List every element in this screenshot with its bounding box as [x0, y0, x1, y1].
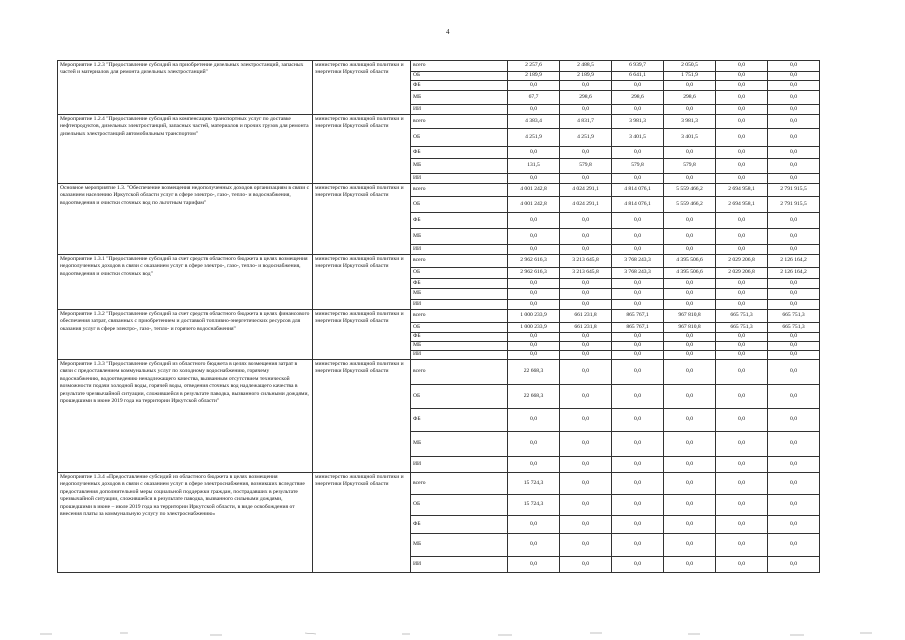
executor: министерство жилищной политики и энергетики Иркутской области [313, 61, 411, 115]
amount-cell: 0,0 [768, 385, 820, 409]
amount-cell: 0,0 [560, 279, 612, 289]
amount-cell: 0,0 [664, 557, 716, 573]
funding-source: всего [411, 255, 508, 268]
amount-cell: 0,0 [664, 245, 716, 255]
amount-cell: 4 251,9 [508, 129, 560, 147]
table-row [58, 310, 820, 323]
amount-cell: 0,0 [560, 147, 612, 159]
funding-source: МБ [411, 534, 508, 557]
amount-cell: 0,0 [664, 81, 716, 91]
amount-cell: 0,0 [664, 360, 716, 385]
amount-cell: 0,0 [612, 385, 664, 409]
funding-source: ИИ [411, 245, 508, 255]
amount-cell: 0,0 [508, 534, 560, 557]
amount-cell: 0,0 [716, 174, 768, 184]
funding-source: МБ [411, 159, 508, 174]
amount-cell: 2 189,9 [508, 72, 560, 81]
amount-cell: 5 559 466,2 [664, 184, 716, 197]
amount-cell: 0,0 [560, 229, 612, 245]
amount-cell: 0,0 [612, 279, 664, 289]
funding-source: ФБ [411, 213, 508, 229]
amount-cell: 4 395 506,6 [664, 255, 716, 268]
amount-cell: 2 791 915,5 [768, 184, 820, 197]
funding-source: ОБ [411, 72, 508, 81]
amount-cell: 0,0 [612, 229, 664, 245]
amount-cell: 3 981,3 [612, 115, 664, 129]
amount-cell: 0,0 [768, 147, 820, 159]
amount-cell: 0,0 [612, 409, 664, 432]
amount-cell: 131,5 [508, 159, 560, 174]
amount-cell: 0,0 [612, 147, 664, 159]
funding-source: ИИ [411, 300, 508, 310]
amount-cell: 4 251,9 [560, 129, 612, 147]
funding-source: ИИ [411, 105, 508, 115]
amount-cell: 0,0 [716, 159, 768, 174]
activity-name: Мероприятие 1.2.3 "Предоставление субсидий на приобретение дизельных электростанций, запасных частей и материалов для ремонта дизельных электростанций" [58, 61, 313, 115]
amount-cell: 0,0 [716, 245, 768, 255]
funding-source: МБ [411, 342, 508, 351]
funding-source: ФБ [411, 81, 508, 91]
amount-cell: 0,0 [612, 360, 664, 385]
amount-cell: 661 231,8 [560, 323, 612, 333]
table-row [58, 184, 820, 197]
amount-cell: 0,0 [560, 289, 612, 300]
amount-cell: 0,0 [612, 174, 664, 184]
amount-cell: 0,0 [716, 473, 768, 495]
funding-table [57, 60, 820, 573]
amount-cell: 0,0 [612, 213, 664, 229]
amount-cell: 0,0 [716, 105, 768, 115]
amount-cell: 67,7 [508, 91, 560, 105]
amount-cell: 0,0 [612, 245, 664, 255]
amount-cell: 0,0 [716, 213, 768, 229]
amount-cell: 4 024 291,1 [560, 184, 612, 197]
amount-cell: 0,0 [716, 229, 768, 245]
funding-source: ОБ [411, 268, 508, 279]
amount-cell: 0,0 [716, 289, 768, 300]
funding-source: МБ [411, 229, 508, 245]
page-number: 4 [446, 28, 450, 36]
amount-cell: 0,0 [768, 61, 820, 72]
amount-cell: 4 831,7 [560, 115, 612, 129]
amount-cell: 0,0 [560, 333, 612, 342]
amount-cell: 0,0 [716, 516, 768, 534]
amount-cell: 1 751,9 [664, 72, 716, 81]
amount-cell: 0,0 [768, 115, 820, 129]
amount-cell: 0,0 [508, 245, 560, 255]
amount-cell: 6 939,7 [612, 61, 664, 72]
amount-cell: 0,0 [716, 409, 768, 432]
amount-cell: 0,0 [768, 72, 820, 81]
activity-name: Мероприятие 1.3.3 "Предоставление субсидий из областного бюджета в целях возмещения затрат в связи с предоставлением коммунальных услуг по холодному водоснабжению, горячему водоснабжению, водоотведению ненадлежащего качества, вызванным отсутствием технической возможности подачи холодной воды, горячей воды, отведения сточных вод надлежащего качества в результате чрезвычайной ситуации, сложившейся в результате паводка, вызванного сильными дождями, прошедшими в июне 2019 года на территории Иркутской области" [58, 360, 313, 473]
amount-cell: 0,0 [560, 174, 612, 184]
funding-source: всего [411, 115, 508, 129]
amount-cell: 0,0 [768, 159, 820, 174]
amount-cell: 0,0 [560, 432, 612, 457]
amount-cell: 3 768 243,3 [612, 255, 664, 268]
amount-cell: 0,0 [716, 351, 768, 360]
amount-cell: 2 488,5 [560, 61, 612, 72]
amount-cell: 2 962 616,3 [508, 268, 560, 279]
amount-cell: 0,0 [612, 432, 664, 457]
amount-cell: 0,0 [508, 342, 560, 351]
amount-cell: 0,0 [664, 147, 716, 159]
amount-cell: 0,0 [560, 495, 612, 516]
executor: министерство жилищной политики и энергетики Иркутской области [313, 310, 411, 360]
amount-cell: 0,0 [664, 229, 716, 245]
amount-cell: 2 126 164,2 [768, 268, 820, 279]
amount-cell: 0,0 [664, 534, 716, 557]
amount-cell: 0,0 [612, 534, 664, 557]
amount-cell: 2 050,5 [664, 61, 716, 72]
table-row [58, 115, 820, 129]
amount-cell: 0,0 [612, 289, 664, 300]
amount-cell: 0,0 [768, 129, 820, 147]
amount-cell: 0,0 [508, 516, 560, 534]
amount-cell: 0,0 [664, 473, 716, 495]
amount-cell: 0,0 [560, 385, 612, 409]
amount-cell: 0,0 [716, 385, 768, 409]
activity-name: Мероприятие 1.3.4 «Предоставление субсидий из областного бюджета в целях возмещения недополученных доходов в связи с оказанием услуг в сфере электроснабжения, возникших вследствие предоставления дополнительной меры социальной поддержки граждан, пострадавших в результате чрезвычайной ситуации, сложившейся в результате паводка, вызванного сильными дождями, прошедшими в июне – июле 2019 года на территории Иркутской области, в виде освобождения от внесения платы за коммунальную услугу по электроснабжению» [58, 473, 313, 573]
amount-cell: 0,0 [508, 432, 560, 457]
amount-cell: 0,0 [768, 213, 820, 229]
amount-cell: 0,0 [768, 360, 820, 385]
amount-cell: 0,0 [560, 360, 612, 385]
amount-cell: 0,0 [716, 147, 768, 159]
funding-source: ФБ [411, 409, 508, 432]
amount-cell: 3 401,5 [612, 129, 664, 147]
funding-source: МБ [411, 289, 508, 300]
amount-cell: 0,0 [716, 129, 768, 147]
funding-source: МБ [411, 91, 508, 105]
activity-name: Мероприятие 1.2.4 "Предоставление субсидий на компенсацию транспортных услуг по доставке нефтепродуктов, дизельных электростанций, запасных частей, материалов и прочих грузов для ремонта дизельных электростанций автомобильным транспортом" [58, 115, 313, 184]
amount-cell: 0,0 [560, 534, 612, 557]
amount-cell: 0,0 [768, 409, 820, 432]
amount-cell: 0,0 [508, 333, 560, 342]
funding-source: ФБ [411, 279, 508, 289]
funding-source: всего [411, 61, 508, 72]
amount-cell: 967 810,8 [664, 310, 716, 323]
funding-source: всего [411, 310, 508, 323]
amount-cell: 15 724,3 [508, 495, 560, 516]
amount-cell: 0,0 [768, 432, 820, 457]
executor: министерство жилищной политики и энергетики Иркутской области [313, 360, 411, 473]
funding-source: ИИ [411, 557, 508, 573]
amount-cell: 0,0 [716, 91, 768, 105]
amount-cell: 0,0 [664, 300, 716, 310]
amount-cell: 0,0 [768, 300, 820, 310]
funding-source: ФБ [411, 333, 508, 342]
amount-cell: 0,0 [508, 300, 560, 310]
amount-cell: 22 668,3 [508, 385, 560, 409]
amount-cell: 0,0 [508, 289, 560, 300]
funding-source: МБ [411, 432, 508, 457]
funding-source: ИИ [411, 351, 508, 360]
amount-cell: 0,0 [664, 105, 716, 115]
amount-cell: 4 001 242,8 [508, 197, 560, 213]
activity-name: Мероприятие 1.3.2 "Предоставление субсидий за счет средств областного бюджета в целях финансового обеспечения затрат, связанных с приобретением и доставкой топливно-энергетических ресурсов для оказания услуг в сфере электро-, газо-, тепло- и горячего водоснабжения" [58, 310, 313, 360]
executor: министерство жилищной политики и энергетики Иркутской области [313, 115, 411, 184]
amount-cell: 3 981,3 [664, 115, 716, 129]
amount-cell: 0,0 [716, 360, 768, 385]
amount-cell: 0,0 [768, 105, 820, 115]
funding-source: ОБ [411, 495, 508, 516]
amount-cell: 0,0 [664, 279, 716, 289]
amount-cell: 298,6 [612, 91, 664, 105]
amount-cell: 0,0 [716, 457, 768, 473]
amount-cell: 0,0 [716, 61, 768, 72]
amount-cell: 0,0 [768, 229, 820, 245]
amount-cell: 0,0 [768, 245, 820, 255]
amount-cell: 0,0 [612, 457, 664, 473]
funding-source: ОБ [411, 323, 508, 333]
amount-cell: 0,0 [768, 91, 820, 105]
amount-cell: 661 231,8 [560, 310, 612, 323]
amount-cell: 865 767,1 [612, 310, 664, 323]
amount-cell: 665 751,3 [716, 310, 768, 323]
amount-cell: 0,0 [612, 333, 664, 342]
amount-cell: 579,8 [664, 159, 716, 174]
amount-cell: 2 189,9 [560, 72, 612, 81]
amount-cell: 0,0 [560, 300, 612, 310]
amount-cell: 0,0 [560, 473, 612, 495]
amount-cell: 0,0 [560, 516, 612, 534]
amount-cell: 0,0 [508, 147, 560, 159]
executor: министерство жилищной политики и энергетики Иркутской области [313, 473, 411, 573]
table-row [58, 360, 820, 385]
amount-cell: 665 751,3 [768, 323, 820, 333]
amount-cell: 2 257,6 [508, 61, 560, 72]
funding-source: ФБ [411, 516, 508, 534]
amount-cell: 967 810,8 [664, 323, 716, 333]
amount-cell: 0,0 [664, 289, 716, 300]
amount-cell: 0,0 [716, 81, 768, 91]
amount-cell: 0,0 [768, 81, 820, 91]
amount-cell: 4 814 076,1 [612, 197, 664, 213]
amount-cell: 2 791 915,5 [768, 197, 820, 213]
amount-cell: 665 751,3 [768, 310, 820, 323]
amount-cell: 0,0 [612, 351, 664, 360]
funding-source: ОБ [411, 385, 508, 409]
amount-cell: 0,0 [560, 409, 612, 432]
amount-cell: 0,0 [560, 342, 612, 351]
amount-cell: 0,0 [716, 534, 768, 557]
amount-cell: 0,0 [508, 213, 560, 229]
table-row [58, 255, 820, 268]
amount-cell: 0,0 [664, 174, 716, 184]
amount-cell: 0,0 [664, 385, 716, 409]
amount-cell: 0,0 [768, 174, 820, 184]
amount-cell: 2 029 206,8 [716, 255, 768, 268]
scan-artifacts [0, 628, 905, 640]
amount-cell: 0,0 [716, 115, 768, 129]
amount-cell: 0,0 [768, 289, 820, 300]
amount-cell: 2 029 206,8 [716, 268, 768, 279]
amount-cell: 0,0 [612, 300, 664, 310]
amount-cell: 0,0 [768, 457, 820, 473]
amount-cell: 0,0 [768, 534, 820, 557]
amount-cell: 3 768 243,3 [612, 268, 664, 279]
amount-cell: 1 000 233,9 [508, 323, 560, 333]
amount-cell: 665 751,3 [716, 323, 768, 333]
amount-cell: 298,6 [664, 91, 716, 105]
amount-cell: 0,0 [768, 516, 820, 534]
amount-cell: 2 694 958,1 [716, 197, 768, 213]
amount-cell: 5 559 466,2 [664, 197, 716, 213]
amount-cell: 0,0 [508, 557, 560, 573]
amount-cell: 0,0 [768, 342, 820, 351]
activity-name: Мероприятие 1.3.1 "Предоставление субсидий за счет средств областного бюджета в целях возмещения недополученных доходов в связи с оказанием услуг в сфере электро-, газо-, тепло- и водоснабжения, водоотведения и очистки сточных вод" [58, 255, 313, 310]
amount-cell: 0,0 [768, 557, 820, 573]
amount-cell: 0,0 [716, 333, 768, 342]
funding-source: ОБ [411, 129, 508, 147]
table-row [58, 473, 820, 495]
amount-cell: 0,0 [612, 495, 664, 516]
amount-cell: 0,0 [612, 105, 664, 115]
amount-cell: 0,0 [664, 432, 716, 457]
amount-cell: 0,0 [768, 279, 820, 289]
amount-cell: 0,0 [664, 409, 716, 432]
amount-cell: 1 000 233,9 [508, 310, 560, 323]
amount-cell: 3 401,5 [664, 129, 716, 147]
amount-cell: 0,0 [508, 457, 560, 473]
amount-cell: 0,0 [612, 342, 664, 351]
funding-source: всего [411, 473, 508, 495]
amount-cell: 0,0 [612, 81, 664, 91]
amount-cell: 4 024 291,1 [560, 197, 612, 213]
amount-cell: 0,0 [560, 245, 612, 255]
executor: министерство жилищной политики и энергетики Иркутской области [313, 184, 411, 255]
amount-cell: 0,0 [612, 557, 664, 573]
amount-cell: 0,0 [560, 105, 612, 115]
amount-cell: 865 767,1 [612, 323, 664, 333]
amount-cell: 0,0 [768, 473, 820, 495]
executor: министерство жилищной политики и энергетики Иркутской области [313, 255, 411, 310]
amount-cell: 0,0 [508, 105, 560, 115]
amount-cell: 2 962 616,3 [508, 255, 560, 268]
amount-cell: 0,0 [560, 81, 612, 91]
amount-cell: 0,0 [716, 279, 768, 289]
amount-cell: 0,0 [508, 279, 560, 289]
amount-cell: 0,0 [664, 213, 716, 229]
amount-cell: 22 668,3 [508, 360, 560, 385]
amount-cell: 0,0 [716, 72, 768, 81]
funding-source: ИИ [411, 174, 508, 184]
amount-cell: 0,0 [560, 351, 612, 360]
amount-cell: 0,0 [664, 457, 716, 473]
amount-cell: 0,0 [664, 516, 716, 534]
amount-cell: 3 213 645,8 [560, 255, 612, 268]
funding-source: всего [411, 184, 508, 197]
amount-cell: 0,0 [508, 174, 560, 184]
amount-cell: 4 383,4 [508, 115, 560, 129]
amount-cell: 0,0 [716, 342, 768, 351]
amount-cell: 0,0 [560, 557, 612, 573]
amount-cell: 0,0 [716, 495, 768, 516]
amount-cell: 579,8 [560, 159, 612, 174]
amount-cell: 579,8 [612, 159, 664, 174]
amount-cell: 0,0 [768, 351, 820, 360]
amount-cell: 0,0 [716, 300, 768, 310]
amount-cell: 0,0 [560, 457, 612, 473]
amount-cell: 2 126 164,2 [768, 255, 820, 268]
amount-cell: 0,0 [768, 333, 820, 342]
amount-cell: 0,0 [716, 432, 768, 457]
funding-source: ИИ [411, 457, 508, 473]
amount-cell: 4 395 506,6 [664, 268, 716, 279]
amount-cell: 0,0 [664, 342, 716, 351]
amount-cell: 4 814 076,1 [612, 184, 664, 197]
amount-cell: 0,0 [768, 495, 820, 516]
amount-cell: 6 641,1 [612, 72, 664, 81]
amount-cell: 4 001 242,8 [508, 184, 560, 197]
funding-source: ФБ [411, 147, 508, 159]
amount-cell: 2 694 958,1 [716, 184, 768, 197]
table-row [58, 61, 820, 72]
amount-cell: 0,0 [664, 351, 716, 360]
amount-cell: 0,0 [508, 229, 560, 245]
activity-name: Основное мероприятие 1.3. "Обеспечение возмещения недополученных доходов организациям в связи с оказанием населению Иркутской области услуг в сфере электро-, газо-, тепло- и водоснабжения, водоотведения и очистки сточных вод по льготным тарифам" [58, 184, 313, 255]
amount-cell: 0,0 [716, 557, 768, 573]
funding-source: ОБ [411, 197, 508, 213]
amount-cell: 15 724,3 [508, 473, 560, 495]
amount-cell: 298,6 [560, 91, 612, 105]
amount-cell: 3 213 645,8 [560, 268, 612, 279]
amount-cell: 0,0 [612, 473, 664, 495]
amount-cell: 0,0 [508, 351, 560, 360]
amount-cell: 0,0 [508, 409, 560, 432]
amount-cell: 0,0 [664, 495, 716, 516]
funding-source: всего [411, 360, 508, 385]
amount-cell: 0,0 [508, 81, 560, 91]
amount-cell: 0,0 [560, 213, 612, 229]
amount-cell: 0,0 [664, 333, 716, 342]
amount-cell: 0,0 [612, 516, 664, 534]
